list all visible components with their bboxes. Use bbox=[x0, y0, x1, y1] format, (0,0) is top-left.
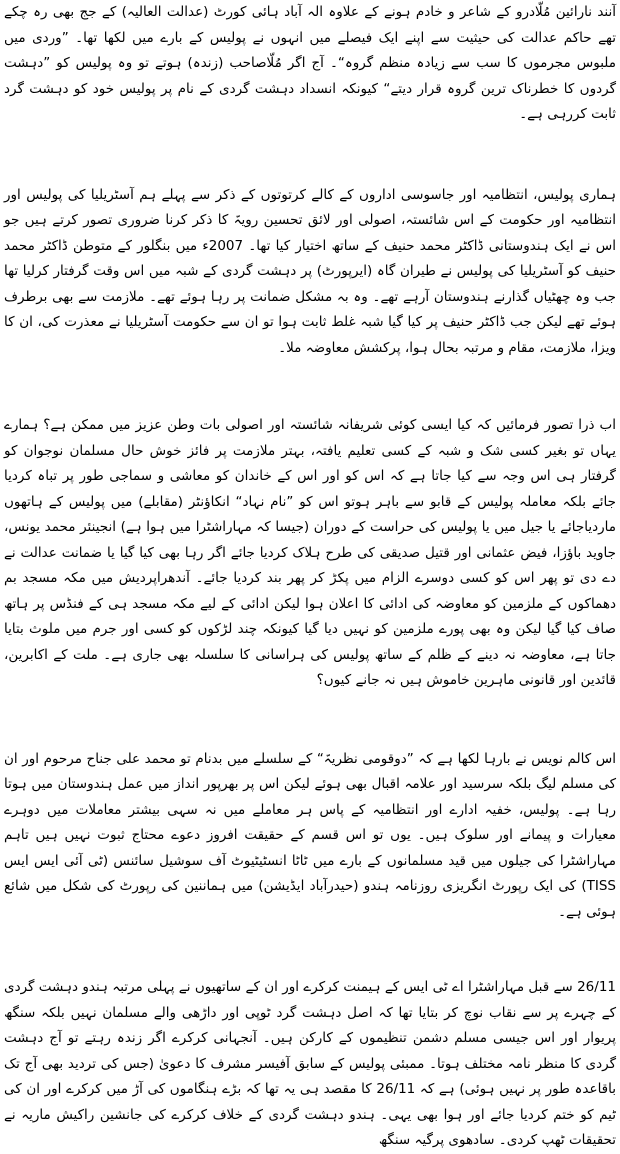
paragraph-4: اس کالم نویس نے بارہا لکھا ہے کہ ”دوقومی نظریہّ“ کے سلسلے میں بدنام تو محمد علی جناح مرحوم اور ان کی مسلم لیگ بلکہ سرسید اور علامہ اقبال بھی ہوئے لیکن اس پر بھرپور انداز میں عمل ہندوستان میں ہوتا رہا ہے۔ پولیس، خفیہ ادارے اور انتظامیہ کے پاس ہر معاملے میں نہ سہی بیشتر معاملات میں دوہرے معیارات و پیمانے اور سلوک ہیں۔ یوں تو اس قسم کے حقیقت افروز دعوے محتاج ثبوت نہیں ہیں تاہم مہاراشٹرا کی جیلوں میں قید مسلمانوں کے بارے میں ٹاٹا انسٹیٹیوٹ آف سوشیل سائنس (ٹی آئی ایس ایس TISS) کی ایک رپورٹ انگریزی روزنامہ ہندو (حیدرآباد ایڈیشن) میں ہماننین کی رپورٹ کی شکل میں شائع ہوئی ہے۔ bbox=[4, 750, 616, 920]
paragraph-1: آنند نارائین مُلّادرو کے شاعر و خادم ہونے کے علاوہ الہ آباد ہائی کورٹ (عدالت العالیہ) کے جج بھی رہ چکے تھے حاکم عدالت کی حیثیت سے اپنے ایک فیصلے میں انہوں نے پولیس کے بارے میں لکھا تھا۔ ”وردی میں ملبوس مجرموں کا سب سے زیادہ منظم گروہ“۔ آج اگر مُلّاصاحب (زندہ) ہوتے تو وہ پولیس کو ”دہشت گردوں کا خطرناک ترین گروہ قرار دیتے“ کیونکہ انسداد دہشت گردی کے نام پر پولیس خود کو دہشت گرد ثابت کررہی ہے۔ bbox=[4, 4, 616, 122]
paragraph-spacer bbox=[4, 694, 616, 747]
paragraph-3: اب ذرا تصور فرمائیں کہ کیا ایسی کوئی شریفانہ شائستہ اور اصولی بات وطن عزیز میں ممکن ہے؟ ہمارے یہاں تو بغیر کسی شک و شبہ کے کسی تعلیم یافتہ، بہتر ملازمت پر فائز خوش حال مسلمان نوجوان کو گرفتار ہی اس وجہ سے کیا جاتا ہے کہ اس کو اور اس کے خاندان کو معاشی و سماجی طور پر تباہ کردیا جائے بلکہ معاملہ پولیس کے قابو سے باہر ہوتو اس کو ”نام نہاد“ انکاؤنٹر (مقابلے) میں پولیس کے ہاتھوں ماردیاجائے یا جیل میں یا پولیس کی حراست کے دوران (جیسا کہ مہاراشٹرا میں ہوا ہے) انجینئر محمد یونس، جاوید باؤزا، فیض عثمانی اور قتیل صدیقی کی طرح ہلاک کردیا جائے اگر رہا بھی کیا گیا یا ضمانت عدالت نے دے دی تو پھر اس کو کسی دوسرے الزام میں پکڑ کر پھر بند کردیا جائے۔ آندھراپردیش میں مکہ مسجد بم دھماکوں کے ملزمین کو معاوضہ کی ادائی کا اعلان ہوا لیکن ادائی کے لیے مکہ مسجد ہی کے فنڈس پر ہاتھ صاف کیا گیا لیکن وہ بھی پورے ملزمین کو نہیں دیا گیا کیونکہ چند لڑکوں کو کسی اور جرم میں ملوث بتایا جاتا ہے، معاوضہ نہ دینے کے ظلم کے ساتھ پولیس کی ہراسانی کا سلسلہ بھی جاری ہے۔ ملت کے اکابرین، قائدین اور قانونی ماہرین خاموش ہیں نہ جانے کیوں؟ bbox=[4, 417, 616, 688]
paragraph-5: 26/11 سے قبل مہاراشٹرا اے ٹی ایس کے ہیمنت کرکرے اور ان کے ساتھیوں نے پہلی مرتبہ ہندو دہشت گردی کے چہرے پر سے نقاب نوچ کر بتایا تھا کہ اصل دہشت گرد ٹوپی اور داڑھی والے مسلمان نہیں بلکہ سنگھ پریوار اور اس جیسی مسلم دشمن تنظیموں کے کارکن ہیں۔ آنجہانی کرکرے اگر زندہ رہتے تو آج دہشت گردی کا منظر نامہ مختلف ہوتا۔ ممبئی پولیس کے سابق آفیسر مشرف کا دعویٰ (جس کی تردید بھی آج تک باقاعدہ طور پر نہیں ہوئی) ہے کہ 26/11 کا مقصد ہی یہ تھا کہ بڑے ہنگاموں کی آڑ میں کرکرے اور ان کی ٹیم کو ختم کردیا جائے اور ہوا بھی یہی۔ ہندو دہشت گردی کے خلاف کرکرے کی جانشین راکیش ماریہ نے تحقیقات ٹھپ کردی۔ سادھوی پرگیہ سنگھ bbox=[4, 979, 617, 1148]
paragraph-2: ہماری پولیس، انتظامیہ اور جاسوسی اداروں کے کالے کرتوتوں کے ذکر سے پہلے ہم آسٹریلیا کی پولیس اور انتظامیہ اور حکومت کے اس شائستہ، اصولی اور لائق تحسین رویہّ کا ذکر کرنا ضروری تصور کرتے ہیں جو اس نے ایک ہندوستانی ڈاکٹر محمد حنیف کے ساتھ اختیار کیا تھا۔ 2007ء میں بنگلور کے متوطن ڈاکٹر محمد حنیف کو آسٹریلیا کی پولیس نے طیران گاہ (ایرپورٹ) پر دہشت گردی کے شبہ میں اس وقت گرفتار کرلیا تھا جب وہ چھٹیاں گذارنے ہندوستان آرہے تھے۔ وہ بہ مشکل ضمانت پر رہا ہوئے تھے۔ ملازمت سے بھی برطرف ہوئے تھے لیکن جب ڈاکٹر حنیف پر کیا گیا شبہ غلط ثابت ہوا تو ان سے حکومت آسٹریلیا نے معذرت کی، ان کا ویزا، ملازمت، مقام و مرتبہ بحال ہوا، پرکشش معاوضہ ملا۔ bbox=[4, 186, 616, 356]
article-page bbox=[4, 0, 616, 1154]
paragraph-spacer bbox=[4, 925, 616, 975]
paragraph-spacer bbox=[4, 128, 616, 183]
paragraph-spacer bbox=[4, 361, 616, 413]
